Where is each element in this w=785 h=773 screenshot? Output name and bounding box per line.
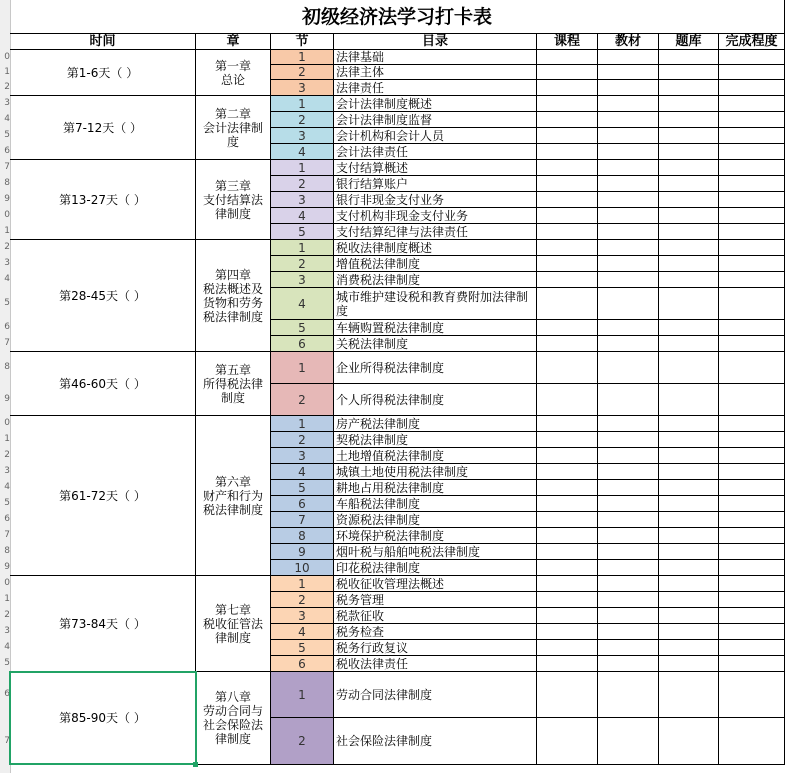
completion-cell[interactable] (719, 448, 785, 464)
section-title-cell[interactable]: 税收征收管理法概述 (334, 576, 537, 592)
section-title-cell[interactable]: 关税法律制度 (334, 336, 537, 352)
header-catalog[interactable]: 目录 (334, 34, 537, 50)
course-cell[interactable] (537, 656, 598, 672)
section-title-cell[interactable]: 消费税法律制度 (334, 272, 537, 288)
course-cell[interactable] (537, 320, 598, 336)
textbook-cell[interactable] (598, 352, 659, 384)
course-cell[interactable] (537, 96, 598, 112)
question-bank-cell[interactable] (659, 240, 719, 256)
section-title-cell[interactable]: 支付结算概述 (334, 160, 537, 176)
course-cell[interactable] (537, 512, 598, 528)
row-number[interactable]: 9 (4, 394, 10, 404)
section-number-cell[interactable]: 3 (271, 192, 334, 208)
completion-cell[interactable] (719, 272, 785, 288)
course-cell[interactable] (537, 144, 598, 160)
section-number-cell[interactable]: 1 (271, 96, 334, 112)
row-number[interactable]: 8 (4, 178, 10, 188)
course-cell[interactable] (537, 80, 598, 96)
section-number-cell[interactable]: 4 (271, 288, 334, 320)
completion-cell[interactable] (719, 672, 785, 718)
question-bank-cell[interactable] (659, 496, 719, 512)
section-title-cell[interactable]: 银行非现金支付业务 (334, 192, 537, 208)
course-cell[interactable] (537, 480, 598, 496)
question-bank-cell[interactable] (659, 336, 719, 352)
completion-cell[interactable] (719, 464, 785, 480)
section-title-cell[interactable]: 税务检查 (334, 624, 537, 640)
section-title-cell[interactable]: 法律责任 (334, 80, 537, 96)
question-bank-cell[interactable] (659, 192, 719, 208)
completion-cell[interactable] (719, 512, 785, 528)
time-range-cell[interactable]: 第28-45天（ ） (10, 240, 196, 352)
chapter-name-cell[interactable]: 第四章 税法概述及 货物和劳务 税法律制度 (196, 240, 271, 352)
course-cell[interactable] (537, 272, 598, 288)
textbook-cell[interactable] (598, 640, 659, 656)
row-number[interactable]: 6 (4, 322, 10, 332)
completion-cell[interactable] (719, 640, 785, 656)
chapter-name-cell[interactable]: 第七章 税收征管法 律制度 (196, 576, 271, 672)
section-number-cell[interactable]: 2 (271, 384, 334, 416)
row-number[interactable]: 5 (4, 130, 10, 140)
row-number[interactable]: 5 (4, 298, 10, 308)
question-bank-cell[interactable] (659, 672, 719, 718)
section-number-cell[interactable]: 10 (271, 560, 334, 576)
textbook-cell[interactable] (598, 448, 659, 464)
completion-cell[interactable] (719, 560, 785, 576)
completion-cell[interactable] (719, 718, 785, 765)
spreadsheet-grid[interactable] (10, 0, 785, 773)
textbook-cell[interactable] (598, 144, 659, 160)
section-number-cell[interactable]: 2 (271, 176, 334, 192)
section-title-cell[interactable]: 支付机构非现金支付业务 (334, 208, 537, 224)
course-cell[interactable] (537, 718, 598, 765)
question-bank-cell[interactable] (659, 352, 719, 384)
textbook-cell[interactable] (598, 65, 659, 80)
completion-cell[interactable] (719, 432, 785, 448)
header-completion[interactable]: 完成程度 (719, 34, 785, 50)
completion-cell[interactable] (719, 576, 785, 592)
row-number[interactable]: 2 (4, 610, 10, 620)
completion-cell[interactable] (719, 96, 785, 112)
section-number-cell[interactable]: 2 (271, 592, 334, 608)
chapter-name-cell[interactable]: 第二章 会计法律制 度 (196, 96, 271, 160)
question-bank-cell[interactable] (659, 528, 719, 544)
completion-cell[interactable] (719, 224, 785, 240)
completion-cell[interactable] (719, 480, 785, 496)
course-cell[interactable] (537, 160, 598, 176)
course-cell[interactable] (537, 432, 598, 448)
time-range-cell[interactable]: 第85-90天（ ） (10, 672, 196, 765)
question-bank-cell[interactable] (659, 432, 719, 448)
textbook-cell[interactable] (598, 576, 659, 592)
section-number-cell[interactable]: 1 (271, 240, 334, 256)
textbook-cell[interactable] (598, 464, 659, 480)
sheet-title[interactable]: 初级经济法学习打卡表 (10, 0, 785, 34)
course-cell[interactable] (537, 576, 598, 592)
completion-cell[interactable] (719, 160, 785, 176)
section-number-cell[interactable]: 4 (271, 144, 334, 160)
section-title-cell[interactable]: 企业所得税法律制度 (334, 352, 537, 384)
course-cell[interactable] (537, 528, 598, 544)
textbook-cell[interactable] (598, 272, 659, 288)
textbook-cell[interactable] (598, 112, 659, 128)
course-cell[interactable] (537, 288, 598, 320)
row-number[interactable]: 2 (4, 242, 10, 252)
section-title-cell[interactable]: 法律基础 (334, 50, 537, 65)
section-title-cell[interactable]: 劳动合同法律制度 (334, 672, 537, 718)
row-number[interactable]: 3 (4, 98, 10, 108)
header-textbook[interactable]: 教材 (598, 34, 659, 50)
completion-cell[interactable] (719, 496, 785, 512)
section-number-cell[interactable]: 3 (271, 80, 334, 96)
row-number[interactable]: 7 (4, 162, 10, 172)
question-bank-cell[interactable] (659, 416, 719, 432)
section-title-cell[interactable]: 会计法律制度概述 (334, 96, 537, 112)
question-bank-cell[interactable] (659, 320, 719, 336)
question-bank-cell[interactable] (659, 112, 719, 128)
section-number-cell[interactable]: 1 (271, 576, 334, 592)
section-number-cell[interactable]: 3 (271, 448, 334, 464)
row-number[interactable]: 1 (4, 594, 10, 604)
completion-cell[interactable] (719, 320, 785, 336)
row-number[interactable]: 4 (4, 114, 10, 124)
completion-cell[interactable] (719, 240, 785, 256)
textbook-cell[interactable] (598, 96, 659, 112)
chapter-name-cell[interactable]: 第三章 支付结算法 律制度 (196, 160, 271, 240)
question-bank-cell[interactable] (659, 480, 719, 496)
question-bank-cell[interactable] (659, 718, 719, 765)
course-cell[interactable] (537, 192, 598, 208)
row-number[interactable]: 6 (4, 514, 10, 524)
textbook-cell[interactable] (598, 528, 659, 544)
section-title-cell[interactable]: 会计法律制度监督 (334, 112, 537, 128)
section-title-cell[interactable]: 银行结算账户 (334, 176, 537, 192)
row-number[interactable]: 9 (4, 562, 10, 572)
time-range-cell[interactable]: 第61-72天（ ） (10, 416, 196, 576)
section-number-cell[interactable]: 2 (271, 65, 334, 80)
completion-cell[interactable] (719, 544, 785, 560)
completion-cell[interactable] (719, 176, 785, 192)
question-bank-cell[interactable] (659, 256, 719, 272)
chapter-name-cell[interactable]: 第六章 财产和行为 税法律制度 (196, 416, 271, 576)
section-number-cell[interactable]: 8 (271, 528, 334, 544)
course-cell[interactable] (537, 224, 598, 240)
textbook-cell[interactable] (598, 432, 659, 448)
textbook-cell[interactable] (598, 50, 659, 65)
question-bank-cell[interactable] (659, 50, 719, 65)
section-title-cell[interactable]: 税款征收 (334, 608, 537, 624)
section-number-cell[interactable]: 5 (271, 320, 334, 336)
course-cell[interactable] (537, 112, 598, 128)
row-number[interactable]: 0 (4, 51, 10, 62)
textbook-cell[interactable] (598, 480, 659, 496)
textbook-cell[interactable] (598, 288, 659, 320)
question-bank-cell[interactable] (659, 512, 719, 528)
course-cell[interactable] (537, 608, 598, 624)
section-number-cell[interactable]: 3 (271, 128, 334, 144)
header-section[interactable]: 节 (271, 34, 334, 50)
section-number-cell[interactable]: 6 (271, 496, 334, 512)
section-title-cell[interactable]: 耕地占用税法律制度 (334, 480, 537, 496)
row-number[interactable]: 4 (4, 274, 10, 284)
section-title-cell[interactable]: 城市维护建设税和教育费附加法律制度 (334, 288, 537, 320)
row-number[interactable]: 0 (4, 418, 10, 428)
completion-cell[interactable] (719, 624, 785, 640)
textbook-cell[interactable] (598, 592, 659, 608)
section-title-cell[interactable]: 契税法律制度 (334, 432, 537, 448)
completion-cell[interactable] (719, 65, 785, 80)
course-cell[interactable] (537, 592, 598, 608)
question-bank-cell[interactable] (659, 640, 719, 656)
section-number-cell[interactable]: 5 (271, 224, 334, 240)
section-number-cell[interactable]: 4 (271, 208, 334, 224)
section-number-cell[interactable]: 6 (271, 336, 334, 352)
section-title-cell[interactable]: 法律主体 (334, 65, 537, 80)
completion-cell[interactable] (719, 192, 785, 208)
completion-cell[interactable] (719, 288, 785, 320)
row-number[interactable]: 8 (4, 546, 10, 556)
textbook-cell[interactable] (598, 384, 659, 416)
question-bank-cell[interactable] (659, 464, 719, 480)
row-number[interactable]: 3 (4, 466, 10, 476)
row-number[interactable]: 7 (4, 338, 10, 348)
row-number[interactable]: 7 (4, 530, 10, 540)
section-number-cell[interactable]: 5 (271, 640, 334, 656)
section-title-cell[interactable]: 房产税法律制度 (334, 416, 537, 432)
course-cell[interactable] (537, 672, 598, 718)
fill-handle[interactable] (193, 762, 198, 767)
row-number[interactable]: 5 (4, 658, 10, 668)
section-number-cell[interactable]: 9 (271, 544, 334, 560)
question-bank-cell[interactable] (659, 160, 719, 176)
row-number[interactable]: 3 (4, 626, 10, 636)
course-cell[interactable] (537, 560, 598, 576)
textbook-cell[interactable] (598, 718, 659, 765)
textbook-cell[interactable] (598, 176, 659, 192)
question-bank-cell[interactable] (659, 448, 719, 464)
textbook-cell[interactable] (598, 336, 659, 352)
textbook-cell[interactable] (598, 320, 659, 336)
completion-cell[interactable] (719, 50, 785, 65)
row-number[interactable]: 2 (4, 82, 10, 92)
chapter-name-cell[interactable]: 第八章 劳动合同与 社会保险法 律制度 (196, 672, 271, 765)
question-bank-cell[interactable] (659, 560, 719, 576)
question-bank-cell[interactable] (659, 656, 719, 672)
chapter-name-cell[interactable]: 第一章 总论 (196, 50, 271, 96)
section-title-cell[interactable]: 税收法律制度概述 (334, 240, 537, 256)
question-bank-cell[interactable] (659, 544, 719, 560)
row-number[interactable]: 8 (4, 362, 10, 372)
question-bank-cell[interactable] (659, 144, 719, 160)
textbook-cell[interactable] (598, 192, 659, 208)
section-number-cell[interactable]: 2 (271, 256, 334, 272)
question-bank-cell[interactable] (659, 224, 719, 240)
question-bank-cell[interactable] (659, 384, 719, 416)
textbook-cell[interactable] (598, 544, 659, 560)
completion-cell[interactable] (719, 208, 785, 224)
header-time[interactable]: 时间 (10, 34, 196, 50)
course-cell[interactable] (537, 256, 598, 272)
chapter-name-cell[interactable]: 第五章 所得税法律 制度 (196, 352, 271, 416)
textbook-cell[interactable] (598, 560, 659, 576)
course-cell[interactable] (537, 544, 598, 560)
question-bank-cell[interactable] (659, 96, 719, 112)
section-title-cell[interactable]: 资源税法律制度 (334, 512, 537, 528)
textbook-cell[interactable] (598, 656, 659, 672)
section-number-cell[interactable]: 4 (271, 464, 334, 480)
course-cell[interactable] (537, 208, 598, 224)
textbook-cell[interactable] (598, 208, 659, 224)
section-title-cell[interactable]: 烟叶税与船舶吨税法律制度 (334, 544, 537, 560)
question-bank-cell[interactable] (659, 592, 719, 608)
row-number[interactable]: 0 (4, 578, 10, 588)
header-course[interactable]: 课程 (537, 34, 598, 50)
question-bank-cell[interactable] (659, 608, 719, 624)
course-cell[interactable] (537, 448, 598, 464)
completion-cell[interactable] (719, 608, 785, 624)
section-title-cell[interactable]: 税务管理 (334, 592, 537, 608)
row-number[interactable]: 6 (4, 689, 10, 699)
textbook-cell[interactable] (598, 80, 659, 96)
row-number[interactable]: 5 (4, 498, 10, 508)
course-cell[interactable] (537, 384, 598, 416)
row-number[interactable]: 1 (4, 434, 10, 444)
completion-cell[interactable] (719, 256, 785, 272)
section-number-cell[interactable]: 2 (271, 112, 334, 128)
textbook-cell[interactable] (598, 160, 659, 176)
time-range-cell[interactable]: 第7-12天（ ） (10, 96, 196, 160)
completion-cell[interactable] (719, 528, 785, 544)
row-number[interactable]: 2 (4, 450, 10, 460)
question-bank-cell[interactable] (659, 80, 719, 96)
question-bank-cell[interactable] (659, 208, 719, 224)
course-cell[interactable] (537, 176, 598, 192)
section-number-cell[interactable]: 2 (271, 718, 334, 765)
completion-cell[interactable] (719, 656, 785, 672)
course-cell[interactable] (537, 240, 598, 256)
textbook-cell[interactable] (598, 128, 659, 144)
section-number-cell[interactable]: 1 (271, 50, 334, 65)
row-number[interactable]: 6 (4, 146, 10, 156)
textbook-cell[interactable] (598, 608, 659, 624)
row-number[interactable]: 7 (4, 735, 10, 746)
course-cell[interactable] (537, 464, 598, 480)
section-number-cell[interactable]: 5 (271, 480, 334, 496)
time-range-cell[interactable]: 第1-6天（ ） (10, 50, 196, 96)
textbook-cell[interactable] (598, 496, 659, 512)
completion-cell[interactable] (719, 352, 785, 384)
question-bank-cell[interactable] (659, 65, 719, 80)
textbook-cell[interactable] (598, 224, 659, 240)
section-title-cell[interactable]: 城镇土地使用税法律制度 (334, 464, 537, 480)
textbook-cell[interactable] (598, 240, 659, 256)
header-chapter[interactable]: 章 (196, 34, 271, 50)
section-title-cell[interactable]: 车船税法律制度 (334, 496, 537, 512)
completion-cell[interactable] (719, 144, 785, 160)
question-bank-cell[interactable] (659, 576, 719, 592)
textbook-cell[interactable] (598, 416, 659, 432)
section-title-cell[interactable]: 环境保护税法律制度 (334, 528, 537, 544)
course-cell[interactable] (537, 640, 598, 656)
completion-cell[interactable] (719, 416, 785, 432)
section-title-cell[interactable]: 会计机构和会计人员 (334, 128, 537, 144)
course-cell[interactable] (537, 128, 598, 144)
row-number[interactable]: 0 (4, 210, 10, 220)
section-title-cell[interactable]: 个人所得税法律制度 (334, 384, 537, 416)
header-question-bank[interactable]: 题库 (659, 34, 719, 50)
completion-cell[interactable] (719, 384, 785, 416)
question-bank-cell[interactable] (659, 624, 719, 640)
course-cell[interactable] (537, 352, 598, 384)
row-number[interactable]: 3 (4, 258, 10, 268)
section-number-cell[interactable]: 1 (271, 672, 334, 718)
section-number-cell[interactable]: 1 (271, 352, 334, 384)
section-title-cell[interactable]: 税收法律责任 (334, 656, 537, 672)
section-number-cell[interactable]: 3 (271, 608, 334, 624)
course-cell[interactable] (537, 336, 598, 352)
section-title-cell[interactable]: 支付结算纪律与法律责任 (334, 224, 537, 240)
course-cell[interactable] (537, 496, 598, 512)
completion-cell[interactable] (719, 592, 785, 608)
question-bank-cell[interactable] (659, 272, 719, 288)
question-bank-cell[interactable] (659, 128, 719, 144)
row-number[interactable]: 1 (4, 226, 10, 236)
completion-cell[interactable] (719, 128, 785, 144)
section-title-cell[interactable]: 会计法律责任 (334, 144, 537, 160)
section-number-cell[interactable]: 4 (271, 624, 334, 640)
course-cell[interactable] (537, 50, 598, 65)
completion-cell[interactable] (719, 80, 785, 96)
course-cell[interactable] (537, 624, 598, 640)
time-range-cell[interactable]: 第46-60天（ ） (10, 352, 196, 416)
row-number[interactable]: 1 (4, 66, 10, 77)
textbook-cell[interactable] (598, 672, 659, 718)
section-number-cell[interactable]: 1 (271, 416, 334, 432)
question-bank-cell[interactable] (659, 176, 719, 192)
section-number-cell[interactable]: 2 (271, 432, 334, 448)
textbook-cell[interactable] (598, 512, 659, 528)
section-title-cell[interactable]: 车辆购置税法律制度 (334, 320, 537, 336)
time-range-cell[interactable]: 第73-84天（ ） (10, 576, 196, 672)
section-title-cell[interactable]: 印花税法律制度 (334, 560, 537, 576)
completion-cell[interactable] (719, 112, 785, 128)
section-number-cell[interactable]: 1 (271, 160, 334, 176)
section-title-cell[interactable]: 社会保险法律制度 (334, 718, 537, 765)
row-number[interactable]: 4 (4, 482, 10, 492)
section-title-cell[interactable]: 增值税法律制度 (334, 256, 537, 272)
time-range-cell[interactable]: 第13-27天（ ） (10, 160, 196, 240)
question-bank-cell[interactable] (659, 288, 719, 320)
section-number-cell[interactable]: 3 (271, 272, 334, 288)
section-title-cell[interactable]: 税务行政复议 (334, 640, 537, 656)
section-title-cell[interactable]: 土地增值税法律制度 (334, 448, 537, 464)
row-number[interactable]: 9 (4, 194, 10, 204)
completion-cell[interactable] (719, 336, 785, 352)
section-number-cell[interactable]: 6 (271, 656, 334, 672)
row-number[interactable]: 4 (4, 642, 10, 652)
course-cell[interactable] (537, 65, 598, 80)
textbook-cell[interactable] (598, 624, 659, 640)
course-cell[interactable] (537, 416, 598, 432)
section-number-cell[interactable]: 7 (271, 512, 334, 528)
textbook-cell[interactable] (598, 256, 659, 272)
